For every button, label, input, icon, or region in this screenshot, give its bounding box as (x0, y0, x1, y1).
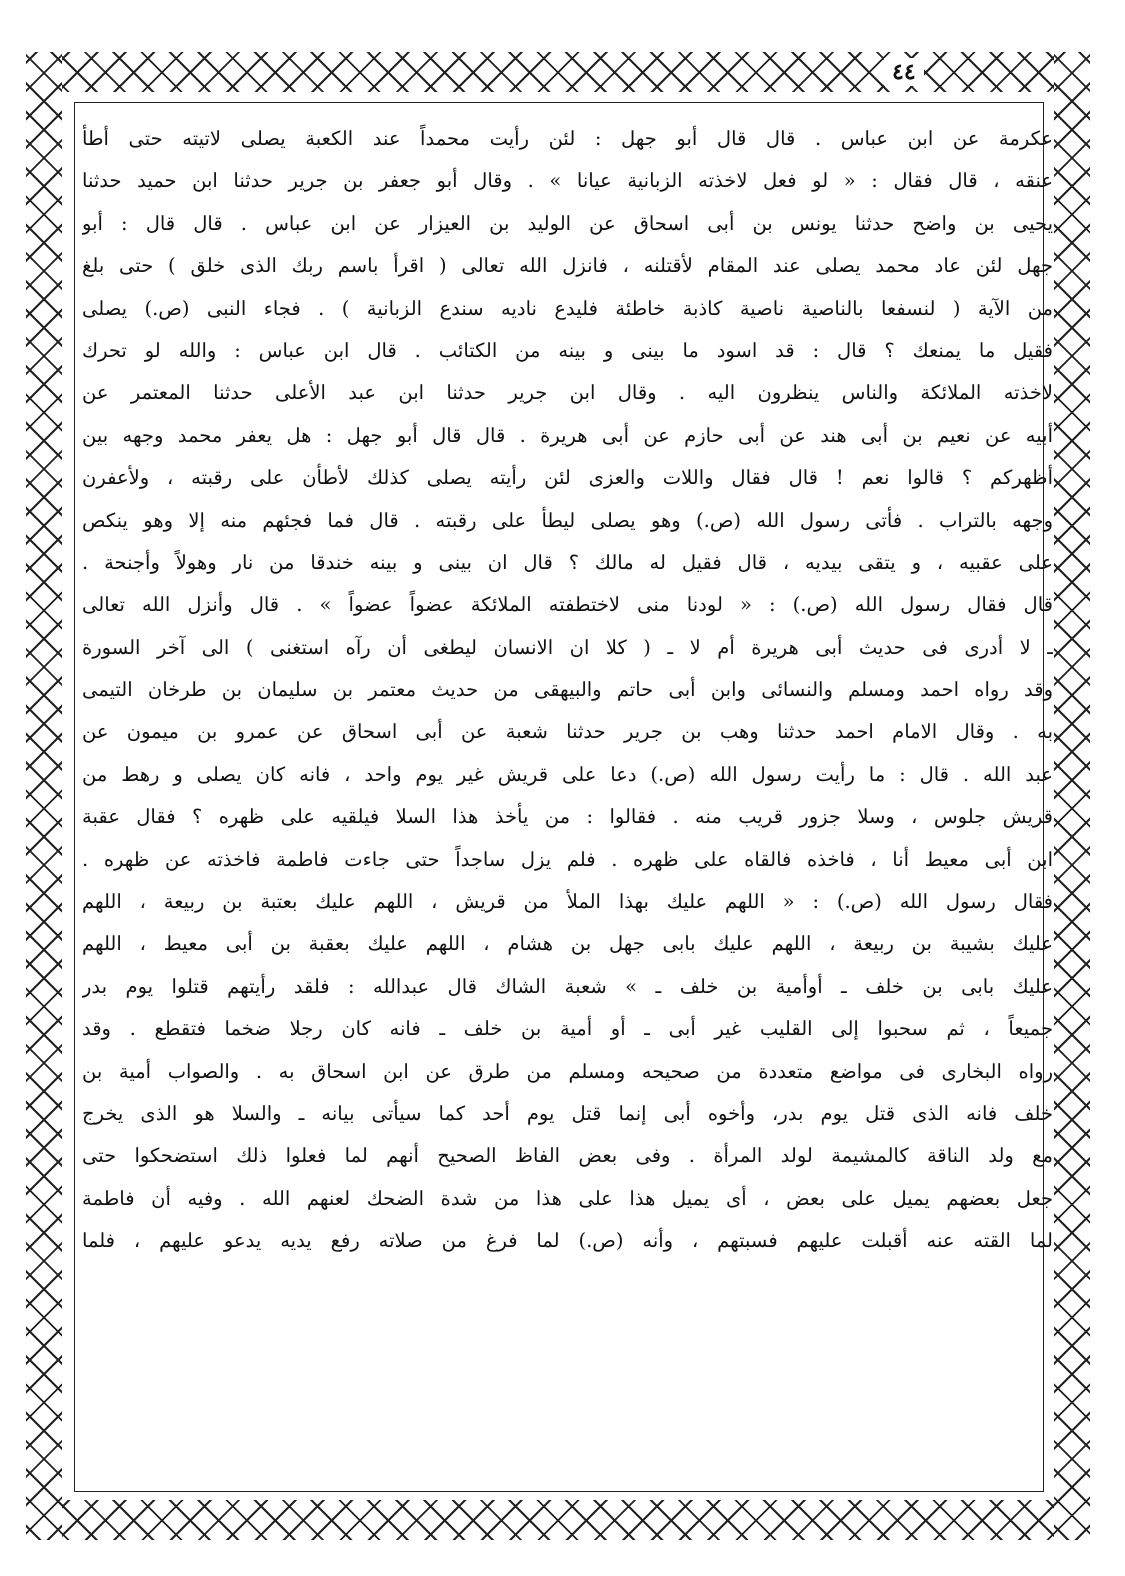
text-line: وجهه بالتراب . فأتى رسول الله (ص.) وهو يصلى ليطأ على رقبته . قال فما فجئهم منه إلا وهو ينكص (82, 508, 1053, 532)
text-line: ـ لا أدرى فى حديث أبى هريرة أم لا ـ ( كلا ان الانسان ليطغى أن رآه استغنى ) الى آخر السورة (82, 635, 1053, 659)
text-line: عبد الله . قال : ما رأيت رسول الله (ص.) دعا على قريش غير يوم واحد ، فانه كان يصلى و رهط من (82, 762, 1053, 786)
text-line: يحيى بن واضح حدثنا يونس بن أبى اسحاق عن الوليد بن العيزار عن ابن عباس . قال قال : أبو (82, 211, 1053, 235)
ornamental-border-right (1054, 52, 1090, 1540)
text-line: لما القته عنه أقبلت عليهم فسبتهم ، وأنه (ص.) لما فرغ من صلاته رفع يديه يدعو عليهم ، فلما (82, 1229, 1053, 1253)
ornamental-border-top (26, 52, 1090, 92)
text-line: أظهركم ؟ قالوا نعم ! قال فقال واللات والعزى لئن رأيته يصلى كذلك لأطأن على رقبته ، ولأعفرن (82, 466, 1053, 490)
ornamental-border-bottom (26, 1500, 1090, 1540)
text-line: أبيه عن نعيم بن أبى هند عن أبى حازم عن أبى هريرة . قال قال أبو جهل : هل يعفر محمد وجهه بين (82, 423, 1053, 447)
text-line: فقال رسول الله (ص.) : « اللهم عليك بهذا الملأ من قريش ، اللهم عليك بعتبة بن ربيعة ، اللهم (82, 890, 1053, 914)
text-line: وقد رواه احمد ومسلم والنسائى وابن أبى حاتم والبيهقى من حديث معتمر بن سليمان بن طرخان التيمى (82, 678, 1053, 702)
text-line: عليك بشيبة بن ربيعة ، اللهم عليك بابى جهل بن هشام ، اللهم عليك بعقبة بن أبى معيط ، اللهم (82, 932, 1053, 956)
text-line: خلف فانه الذى قتل يوم بدر، وأخوه أبى إنما قتل يوم أحد كما سيأتى بيانه ـ والسلا هو الذى يخرج (82, 1101, 1053, 1125)
text-body (82, 118, 1053, 1263)
text-line: عكرمة عن ابن عباس . قال قال أبو جهل : لئن رأيت محمداً عند الكعبة يصلى لاتيته حتى أطأ (82, 127, 1053, 150)
text-line: جميعاً ، ثم سحبوا إلى القليب غير أبى ـ أو أمية بن خلف ـ فانه كان رجلا ضخما فتقطع . وقد (82, 1017, 1053, 1041)
text-line: قال فقال رسول الله (ص.) : « لودنا منى لاختطفته الملائكة عضواً عضواً » . قال وأنزل الله تعالى (82, 593, 1053, 617)
text-line: ابن أبى معيط أنا ، فاخذه فالقاه على ظهره . فلم يزل ساجداً حتى جاءت فاطمة فاخذته عن ظهره . (82, 847, 1053, 871)
text-line: فقيل ما يمنعك ؟ قال : قد اسود ما بينى و بينه من الكتائب . قال ابن عباس : والله لو تحرك (82, 338, 1053, 362)
ornamental-border-left (26, 52, 62, 1540)
text-line: رواه البخارى فى مواضع متعددة من صحيحه ومسلم من طرق عن ابن اسحاق به . والصواب أمية بن (82, 1059, 1053, 1083)
text-line: جهل لئن عاد محمد يصلى عند المقام لأقتلنه ، فانزل الله تعالى ( اقرأ باسم ربك الذى خلق ) حتى بلغ (82, 254, 1053, 278)
text-line: من الآية ( لنسفعا بالناصية ناصية كاذبة خاطئة فليدع ناديه سندع الزبانية ) . فجاء النبى (ص.) يصلى (82, 296, 1053, 320)
text-line: على عقبيه ، و يتقى بيديه ، قال فقيل له مالك ؟ قال ان بينى و بينه خندقا من نار وهولاً وأجنحة . (82, 550, 1053, 574)
text-line: جعل بعضهم يميل على بعض ، أى يميل هذا على هذا من شدة الضحك لعنهم الله . وفيه أن فاطمة (82, 1186, 1053, 1210)
page-number: ٤٤ (884, 58, 924, 86)
text-line: قريش جلوس ، وسلا جزور قريب منه . فقالوا : من يأخذ هذا السلا فيلقيه على ظهره ؟ فقال عقبة (82, 805, 1053, 829)
text-line: عنقه ، قال فقال : « لو فعل لاخذته الزبانية عيانا » . وقال أبو جعفر بن جرير حدثنا ابن حميد حدثنا (82, 169, 1053, 193)
text-line: عليك بابى بن خلف ـ أوأمية بن خلف ـ » شعبة الشاك قال عبدالله : فلقد رأيتهم قتلوا يوم بدر (82, 974, 1053, 998)
text-line: مع ولد الناقة كالمشيمة لولد المرأة . وفى بعض الفاظ الصحيح أنهم لما فعلوا ذلك استضحكوا حتى (82, 1144, 1053, 1168)
text-line: به . وقال الامام احمد حدثنا وهب بن جرير حدثنا شعبة عن أبى اسحاق عن عمرو بن ميمون عن (82, 720, 1053, 744)
text-line: لاخذته الملائكة والناس ينظرون اليه . وقال ابن جرير حدثنا ابن عبد الأعلى حدثنا المعتمر عن (82, 381, 1053, 405)
